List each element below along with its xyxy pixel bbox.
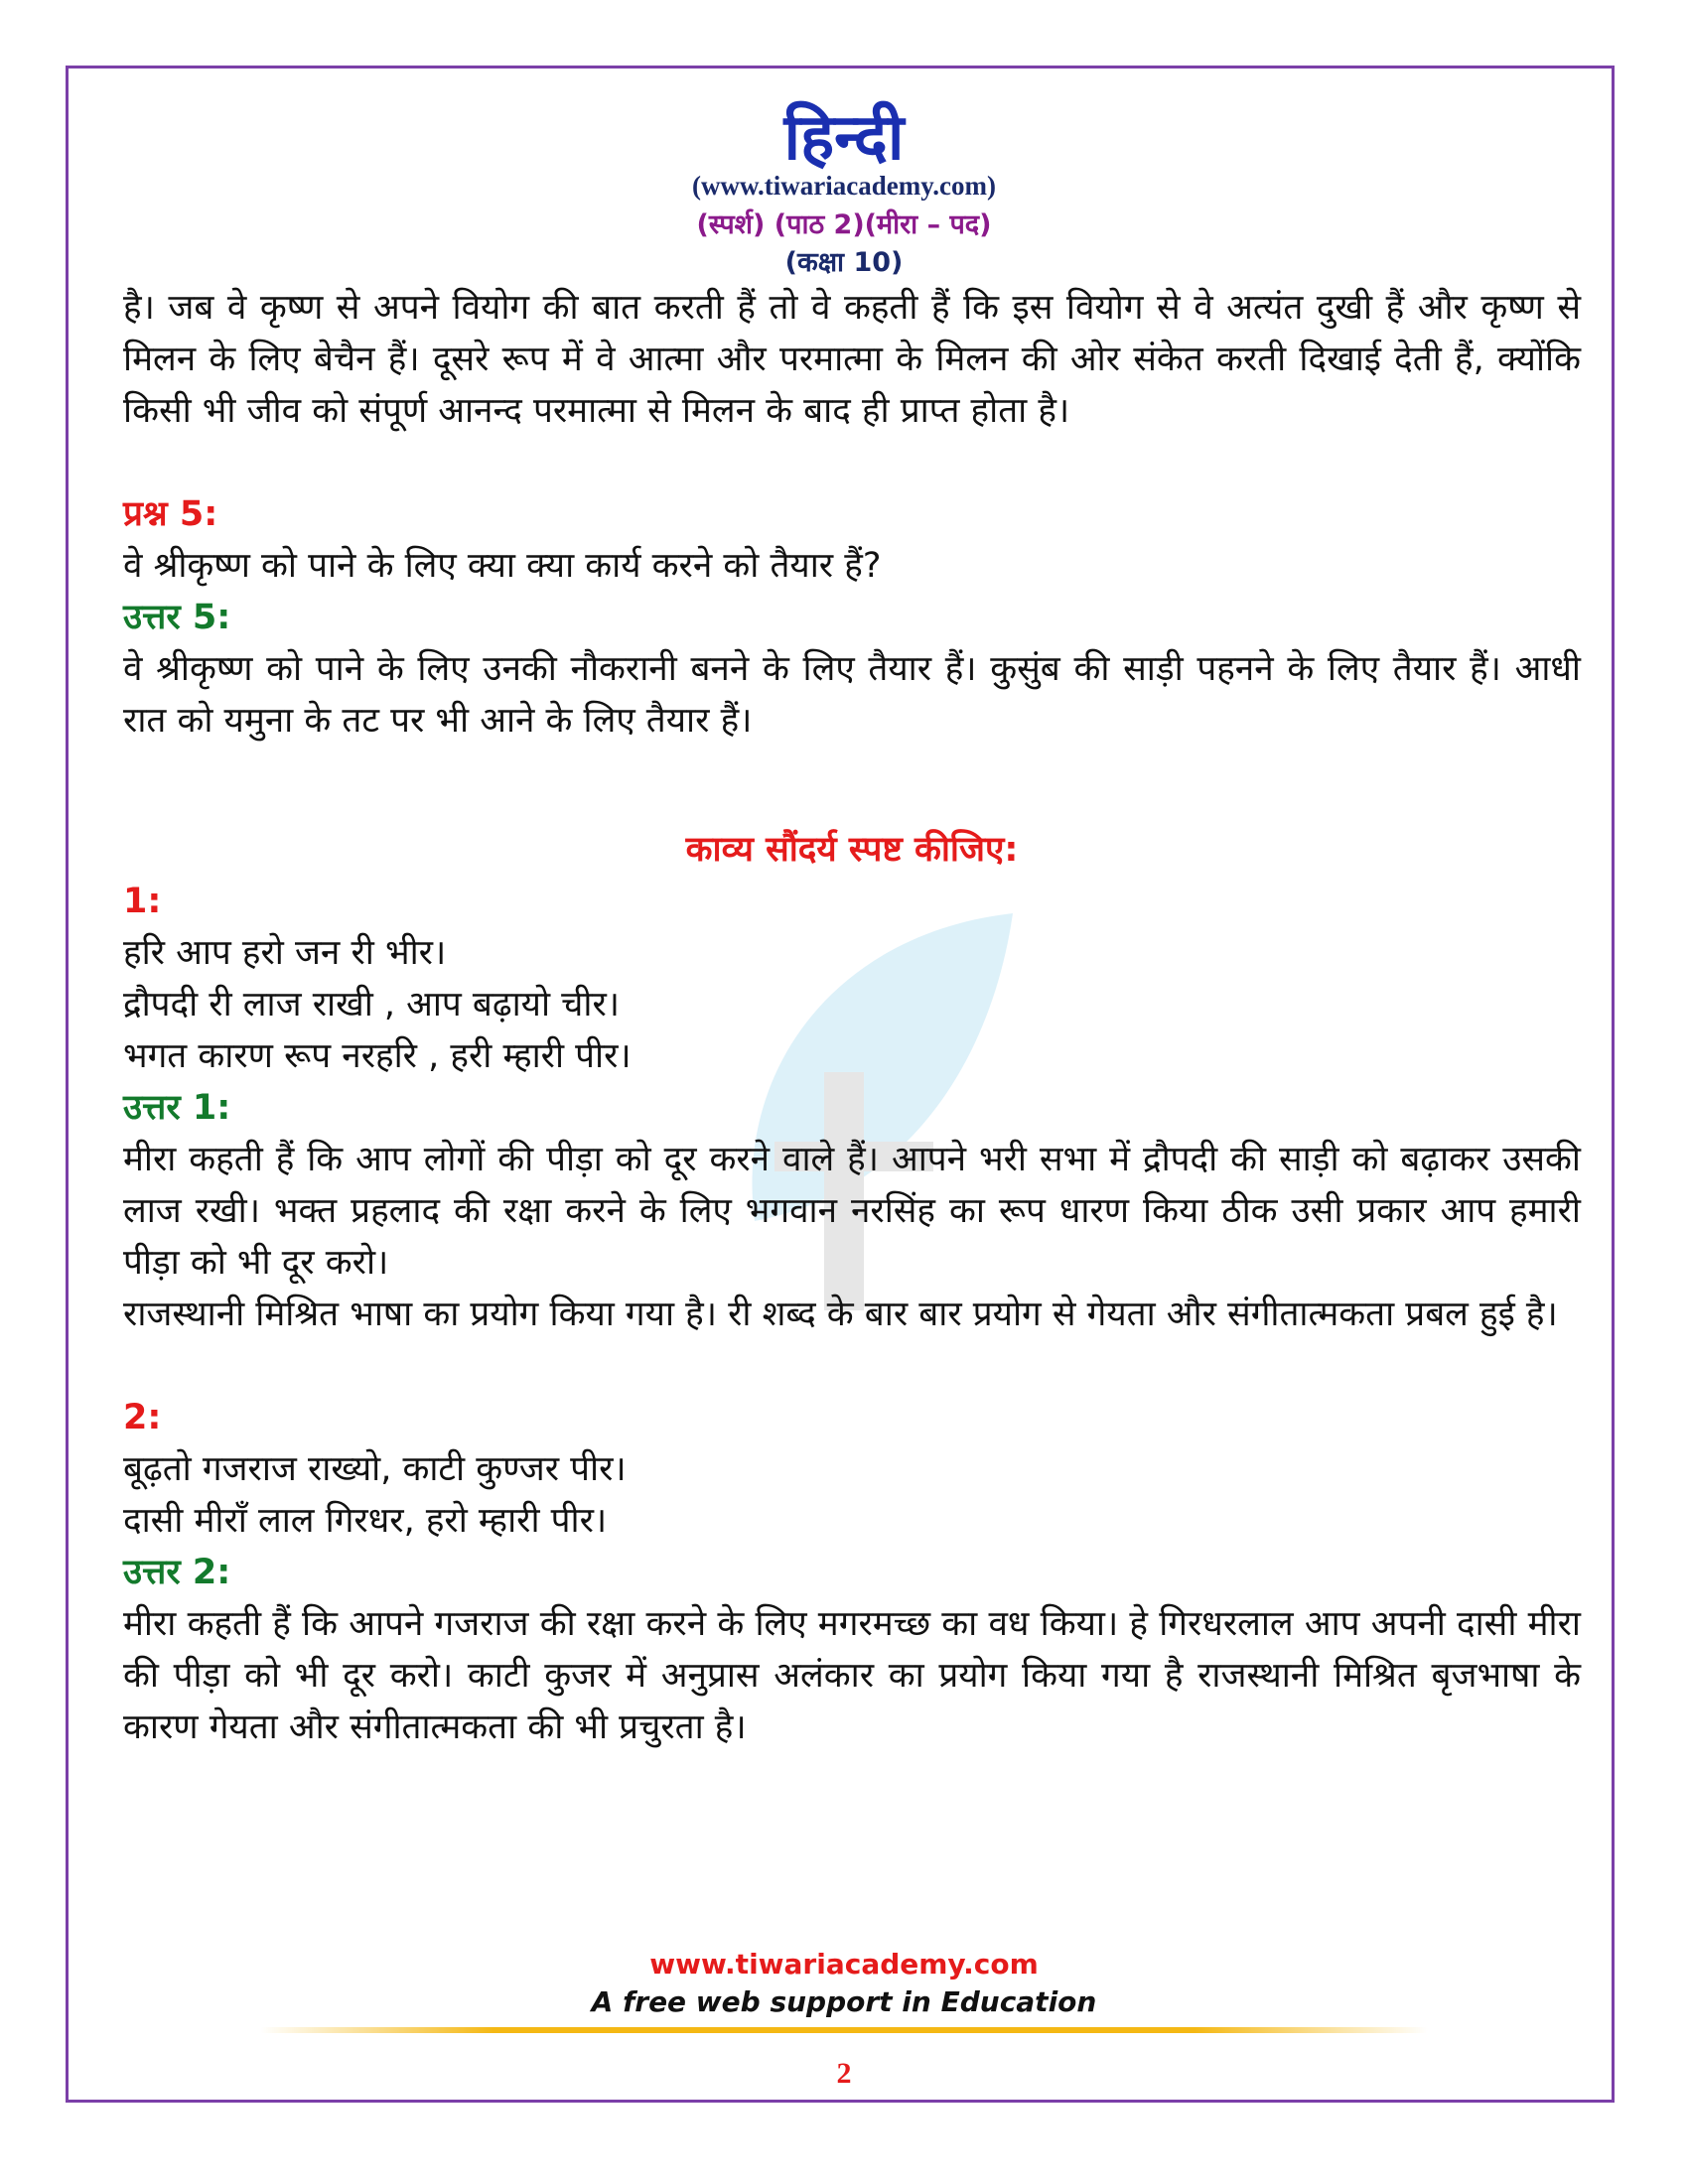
answer-1-label: उत्तर 1: xyxy=(123,1088,231,1128)
footer-url: www.tiwariacademy.com xyxy=(649,1948,1039,1980)
verse-line: हरि आप हरो जन री भीर। xyxy=(123,933,447,973)
verse-line: भगत कारण रूप नरहरि , हरी म्हारी पीर। xyxy=(123,1036,632,1076)
answer-2-text: मीरा कहती हैं कि आपने गजराज की रक्षा करने के लिए मगरमच्छ का वध किया। हे गिरधरलाल आप अपनी दासी मीरा की पीड़ा को भी दूर करो। काटी कुजर में अनुप्रास अलंकार का प्रयोग किया गया है राजस्थानी मिश्रित बृजभाषा के कारण गेयता और संगीतात्मकता की भी प्रचुरता है। xyxy=(123,1604,1581,1747)
verse-line: बूढ़तो गजराज राख्यो, काटी कुण्जर पीर। xyxy=(123,1449,627,1489)
item-1-label: 1: xyxy=(123,882,162,921)
question-5-text: वे श्रीकृष्ण को पाने के लिए क्या क्या कार्य करने को तैयार हैं? xyxy=(123,546,882,586)
answer-1-language-note: राजस्थानी मिश्रित भाषा का प्रयोग किया गया है। री शब्द के बार बार प्रयोग से गेयता और संगीतात्मकता प्रबल हुई है। xyxy=(123,1295,1558,1334)
verse-line: दासी मीराँ लाल गिरधर, हरो म्हारी पीर। xyxy=(123,1501,608,1541)
answer-2-label: उत्तर 2: xyxy=(123,1553,231,1592)
answer-1-text: मीरा कहती हैं कि आप लोगों की पीड़ा को दूर करने वाले हैं। आपने भरी सभा में द्रौपदी की साड़ी को बढ़ाकर उसकी लाज रखी। भक्त प्रहलाद की रक्षा करने के लिए भगवान नरसिंह का रूप धारण किया ठीक उसी प्रकार आप हमारी पीड़ा को भी दूर करो। xyxy=(123,1140,1581,1283)
question-5-label: प्रश्न 5: xyxy=(123,494,218,534)
footer-divider xyxy=(260,2027,1428,2033)
verse-line: द्रौपदी री लाज राखी , आप बढ़ायो चीर। xyxy=(123,985,621,1024)
class-label: (कक्षा 10) xyxy=(784,247,904,278)
answer-5-text: वे श्रीकृष्ण को पाने के लिए उनकी नौकरानी बनने के लिए तैयार हैं। कुसुंब की साड़ी पहनने के लिए तैयार हैं। आधी रात को यमुना के तट पर भी आने के लिए तैयार हैं। xyxy=(123,649,1581,741)
page-title: हिन्दी xyxy=(783,101,905,175)
item-2-label: 2: xyxy=(123,1398,162,1437)
intro-paragraph: है। जब वे कृष्ण से अपने वियोग की बात करती हैं तो वे कहती हैं कि इस वियोग से वे अत्यंत दुखी हैं और कृष्ण से मिलन के लिए बेचैन हैं। दूसरे रूप में वे आत्मा और परमात्मा के मिलन की ओर संकेत करती दिखाई देती हैं, क्योंकि किसी भी जीव को संपूर्ण आनन्द परमात्मा से मिलन के बाद ही प्राप्त होता है। xyxy=(123,288,1581,431)
answer-5-label: उत्तर 5: xyxy=(123,598,231,637)
footer-tagline: A free web support in Education xyxy=(591,1985,1097,2018)
main-content xyxy=(123,282,1581,1753)
header-url: (www.tiwariacademy.com) xyxy=(692,171,996,201)
chapter-subtitle: (स्पर्श) (पाठ 2)(मीरा – पद) xyxy=(696,209,992,240)
page-number: 2 xyxy=(836,2057,852,2090)
section-heading: काव्य सौंदर्य स्पष्ट कीजिए: xyxy=(685,830,1019,870)
